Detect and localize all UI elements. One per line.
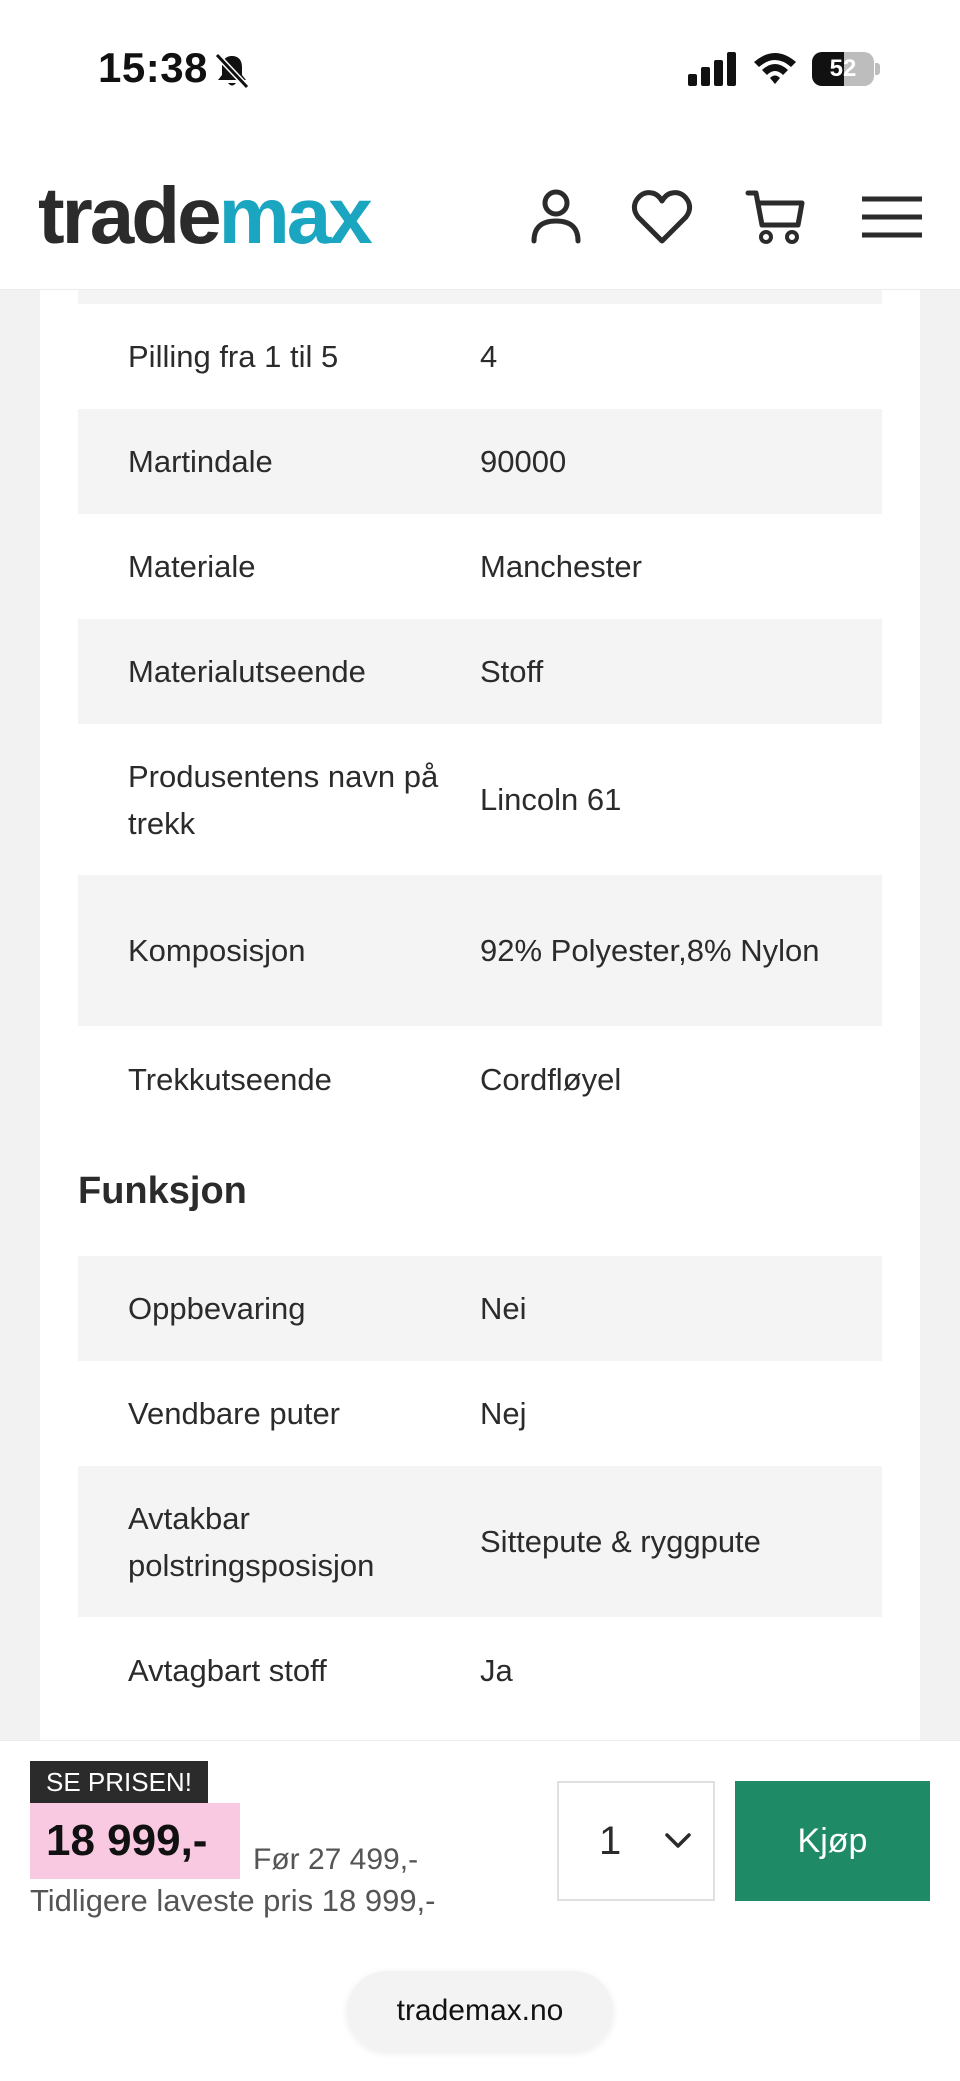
spec-value: Cordfløyel [480,1062,622,1097]
spec-label: Pilling fra 1 til 5 [128,339,339,374]
browser-url-bar[interactable]: trademax.no [347,1971,613,2051]
section-title-funksjon: Funksjon [78,1170,247,1212]
spec-value: 92% Polyester,8% Nylon [480,933,820,968]
spec-value: Nej [480,1396,527,1431]
battery-icon [812,52,880,86]
spec-row [78,1361,882,1466]
spec-label: Trekkutseende [128,1062,332,1097]
status-time: 15:38 [98,44,208,91]
price-badge: SE PRISEN! [30,1761,208,1803]
spec-label: Martindale [128,444,273,479]
product-specifications [40,290,920,1740]
spec-label: Komposisjon [128,933,306,968]
spec-row-partial [78,290,882,304]
trademax-logo[interactable]: trademax [38,171,370,260]
spec-label: Produsentens navn på trekk [128,758,439,841]
spec-table-funksjon [78,1256,882,1724]
spec-row [78,514,882,619]
spec-value: Stoff [480,654,544,689]
status-bar [0,0,960,145]
account-icon[interactable] [524,185,588,249]
price-highlight [30,1803,240,1879]
lowest-price-note: Tidligere laveste pris 18 999,- [30,1883,436,1918]
spec-label: Vendbare puter [128,1396,341,1431]
wifi-icon [752,50,798,86]
spec-row [78,1466,882,1617]
bell-off-icon [214,52,250,90]
chevron-down-icon [663,1829,693,1853]
quantity-value: 1 [599,1819,622,1863]
cart-icon[interactable] [744,185,808,249]
spec-value: Lincoln 61 [480,782,622,817]
spec-value: Sittepute & ryggpute [480,1524,761,1559]
spec-value: Ja [480,1653,513,1688]
spec-row [78,1256,882,1361]
spec-label: Materiale [128,549,256,584]
spec-row [78,724,882,875]
before-price: Før 27 499,- [253,1843,419,1876]
spec-value: Manchester [480,549,642,584]
spec-row [78,875,882,1026]
spec-table-material [78,304,882,1133]
quantity-select[interactable] [557,1781,715,1901]
spec-value: Nei [480,1291,527,1326]
spec-row [78,304,882,409]
spec-row [78,409,882,514]
spec-label: Oppbevaring [128,1291,306,1326]
buy-button[interactable]: Kjøp [735,1781,930,1901]
menu-icon[interactable] [860,185,924,249]
spec-label: Avtagbart stoff [128,1653,327,1688]
spec-label: Avtakbar polstringsposisjon [128,1500,375,1583]
battery-percentage: 52 [829,55,857,82]
current-price: 18 999,- [46,1816,208,1865]
spec-label: Materialutseende [128,654,366,689]
site-header [0,145,960,290]
heart-icon[interactable] [630,185,694,249]
purchase-bar [0,1740,960,2081]
cellular-signal-icon [688,52,738,86]
spec-value: 90000 [480,444,567,479]
spec-row [78,1026,882,1133]
spec-row [78,1617,882,1724]
spec-value: 4 [480,339,498,374]
spec-row [78,619,882,724]
